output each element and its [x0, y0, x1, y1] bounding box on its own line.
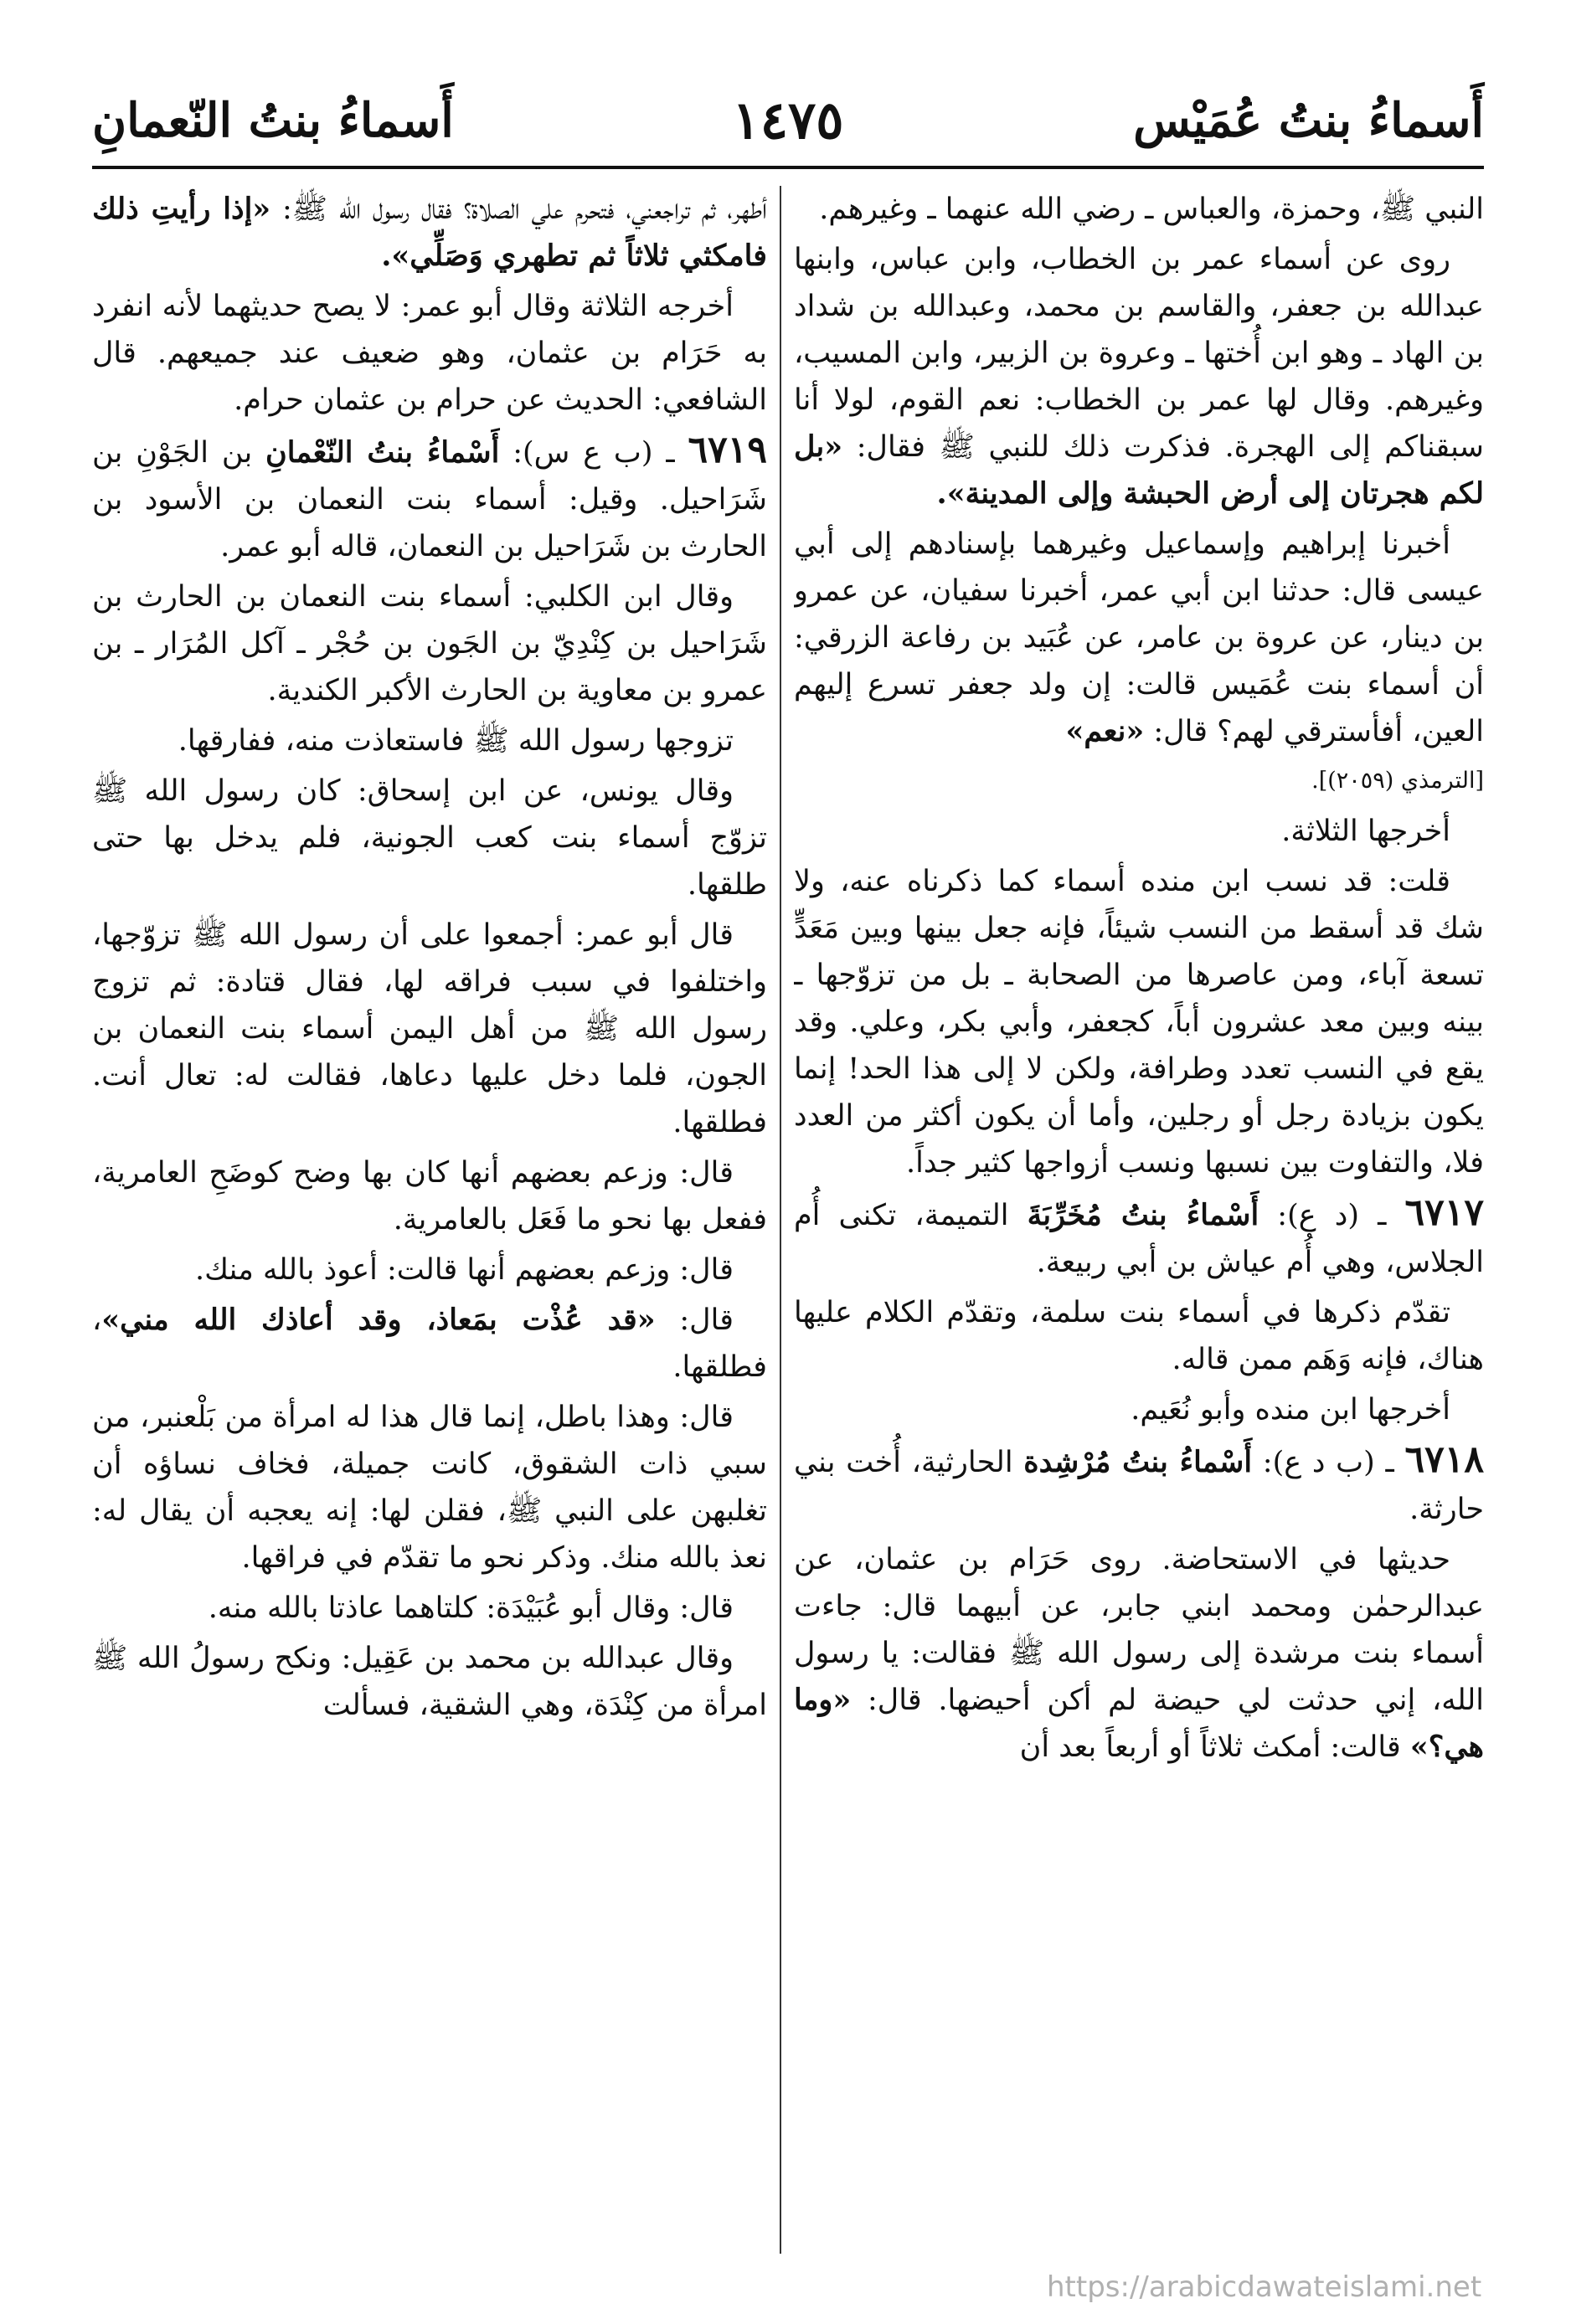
entry-6718 — [794, 1437, 1484, 1533]
paragraph: قلت: قد نسب ابن منده أسماء كما ذكرناه عنه، ولا شك قد أسقط من النسب شيئاً، فإنه جعل بينها وبين مَعَدٍّ تسعة آباء، ومن عاصرها من الصحابة ـ بل من تزوّجها ـ بينه وبين معد عشرون أباً، كجعفر، وأبي بكر، وعلي. وقد يقع في النسب تعدد وطرافة، ولكن لا إلى هذا الحد! إنما يكون بزيادة رجل أو رجلين، وأما أن يكون أكثر من العدد فلا، والتفاوت بين نسبها ونسب أزواجها كثير جداً. — [794, 865, 1484, 1180]
entry-text: بن الجَوْنِ بن شَرَاحيل. وقيل: أسماء بنت النعمان بن الأسود بن الحارث بن شَرَاحيل بن النعمان، قاله أبو عمر. — [92, 436, 767, 563]
paragraph: أخرجه الثلاثة وقال أبو عمر: لا يصح حديثهما لأنه انفرد به حَرَام بن عثمان، وهو ضعيف عند جميعهم. قال الشافعي: الحديث عن حرام بن عثمان حرام. — [92, 290, 767, 417]
entry-6717 — [794, 1190, 1484, 1286]
paragraph — [794, 521, 1484, 805]
entry-name: أَسْماءُ بنتُ مُرْشِدة — [1023, 1445, 1253, 1479]
citation: [الترمذي (٢٠٥٩)]. — [1311, 768, 1484, 794]
entry-6719 — [92, 427, 767, 570]
paragraph: قال: وزعم بعضهم أنها كان بها وضح كوضَحِ العامرية، ففعل بها نحو ما فَعَل بالعامرية. — [92, 1156, 767, 1237]
paragraph — [92, 1297, 767, 1391]
paragraph: أخرجها الثلاثة. — [1281, 815, 1450, 848]
entry-text: التميمة، تكنى أُم الجلاس، وهي أُم عياش بن أبي ربيعة. — [794, 1199, 1484, 1279]
paragraph: وقال يونس، عن ابن إسحاق: كان رسول الله ﷺ تزوّج أسماء بنت كعب الجونية، فلم يدخل بها حتى طلقها. — [92, 774, 767, 902]
entry-text: الحارثية، أُخت بني حارثة. — [794, 1446, 1484, 1526]
paragraph-text: أخبرنا إبراهيم وإسماعيل وغيرهما بإسنادهم إلى أبي عيسى قال: حدثنا ابن أبي عمر، أخبرنا سفيان، عن عمرو بن دينار، عن عروة بن عامر، عن عُبَيد بن رفاعة الزرقي: أن أسماء بنت عُمَيس قالت: إن ولد جعفر تسرع إليهم العين، أفأسترقي لهم؟ قال: — [794, 527, 1484, 748]
right-column — [794, 186, 1484, 2254]
column-divider — [780, 186, 781, 2254]
paragraph: قال أبو عمر: أجمعوا على أن رسول الله ﷺ تزوّجها، واختلفوا في سبب فراقه لها، فقال قتادة: ثم تزوج رسول الله ﷺ من أهل اليمن أسماء بنت النعمان بن الجون، فلما دخل عليها دعاها، فقالت له: تعال أنت. فطلقها. — [92, 918, 767, 1139]
paragraph-text: حديثها في الاستحاضة. روى حَرَام بن عثمان، عن عبدالرحمٰن ومحمد ابني جابر، عن أبيهما قال: جاءت أسماء بنت مرشدة إلى رسول الله ﷺ فقالت: يا رسول الله، إني حدثت لي حيضة لم أكن أحيضها. قال: — [794, 1543, 1484, 1717]
paragraph: قال: وزعم بعضهم أنها قالت: أعوذ بالله منك. — [195, 1253, 734, 1287]
left-column — [92, 186, 767, 2254]
paragraph: تزوجها رسول الله ﷺ فاستعاذت منه، ففارقها. — [178, 724, 734, 758]
entry-number: ٦٧١٨ — [1404, 1438, 1484, 1481]
watermark-url: https://arabicdawateislami.net — [1047, 2270, 1482, 2304]
hadith-quote: «قد عُذْت بمَعاذ، وقد أعاذك الله مني» — [101, 1303, 656, 1337]
paragraph — [92, 186, 767, 280]
entry-code: ـ (ب د ع): — [1252, 1446, 1405, 1479]
paragraph — [794, 1536, 1484, 1771]
paragraph-text: قالت: أمكث ثلاثاً أو أربعاً بعد أن — [1019, 1730, 1410, 1764]
running-title-right: أَسماءُ بنتُ عُمَيْس — [1133, 93, 1484, 148]
entry-name: أَسْماءُ بنتُ مُخَرِّبَةَ — [1027, 1198, 1259, 1232]
paragraph: وقال ابن الكلبي: أسماء بنت النعمان بن الحارث بن شَرَاحيل بن كِنْدِيّ بن الجَون بن حُجْر ـ آكل المُرَار ـ بن عمرو بن معاوية بن الحارث الأكبر الكندية. — [92, 580, 767, 707]
paragraph: وقال عبدالله بن محمد بن عَقِيل: ونكح رسولُ الله ﷺ امرأة من كِنْدَة، وهي الشقية، فسألت — [92, 1642, 767, 1722]
paragraph: النبي ﷺ، وحمزة، والعباس ـ رضي الله عنهما ـ وغيرهم. — [819, 193, 1484, 226]
paragraph-text: أطهر، ثم تراجعني، فتحرم علي الصلاة؟ فقال رسول الله ﷺ: — [282, 193, 767, 226]
header-rule — [92, 166, 1484, 169]
paragraph-text: روى عن أسماء عمر بن الخطاب، وابن عباس، وابنها عبدالله بن جعفر، والقاسم بن محمد، وعبدالله بن شداد بن الهاد ـ وهو ابن أُختها ـ وعروة بن الزبير، وابن المسيب، وغيرهم. وقال لها عمر بن الخطاب: نعم القوم، لولا أنا سبقناكم إلى الهجرة. فذكرت ذلك للنبي ﷺ فقال: — [794, 243, 1484, 464]
hadith-quote: «إذا رأيتِ ذلك فامكثي ثلاثاً ثم تطهري وَصَلِّي». — [92, 192, 767, 273]
hadith-quote: «وما هي؟» — [794, 1683, 1484, 1764]
paragraph: أخرجها ابن منده وأبو نُعَيم. — [1131, 1393, 1450, 1427]
hadith-quote: «بل لكم هجرتان إلى أرض الحبشة وإلى المدينة». — [794, 429, 1484, 511]
page-number: ١٤٧٥ — [732, 90, 844, 151]
paragraph — [794, 236, 1484, 517]
entry-name: أَسْماءُ بنتُ النّعْمانِ — [265, 435, 500, 470]
paragraph: قال: وقال أبو عُبَيْدَة: كلتاهما عاذتا بالله منه. — [208, 1591, 734, 1625]
paragraph-text: ، فطلقها. — [92, 1303, 767, 1384]
entry-number: ٦٧١٩ — [688, 429, 767, 471]
entry-code: ـ (د ع): — [1259, 1199, 1405, 1232]
page-header — [92, 87, 1484, 167]
paragraph-text: قال: — [655, 1303, 734, 1337]
hadith-quote: «نعم» — [1065, 714, 1145, 748]
paragraph: تقدّم ذكرها في أسماء بنت سلمة، وتقدّم الكلام عليها هناك، فإنه وَهَم ممن قاله. — [794, 1296, 1484, 1376]
paragraph: قال: وهذا باطل، إنما قال هذا له امرأة من بَلْعنبر، من سبي ذات الشقوق، كانت جميلة، فخاف نساؤه أن تغلبهن على النبي ﷺ، فقلن لها: إنه يعجبه أن يقال له: نعذ بالله منك. وذكر نحو ما تقدّم في فراقها. — [92, 1401, 767, 1575]
entry-code: ـ (ب ع س): — [499, 436, 688, 470]
running-title-left: أَسماءُ بنتُ النّعمانِ — [92, 93, 454, 148]
entry-number: ٦٧١٧ — [1404, 1191, 1484, 1234]
